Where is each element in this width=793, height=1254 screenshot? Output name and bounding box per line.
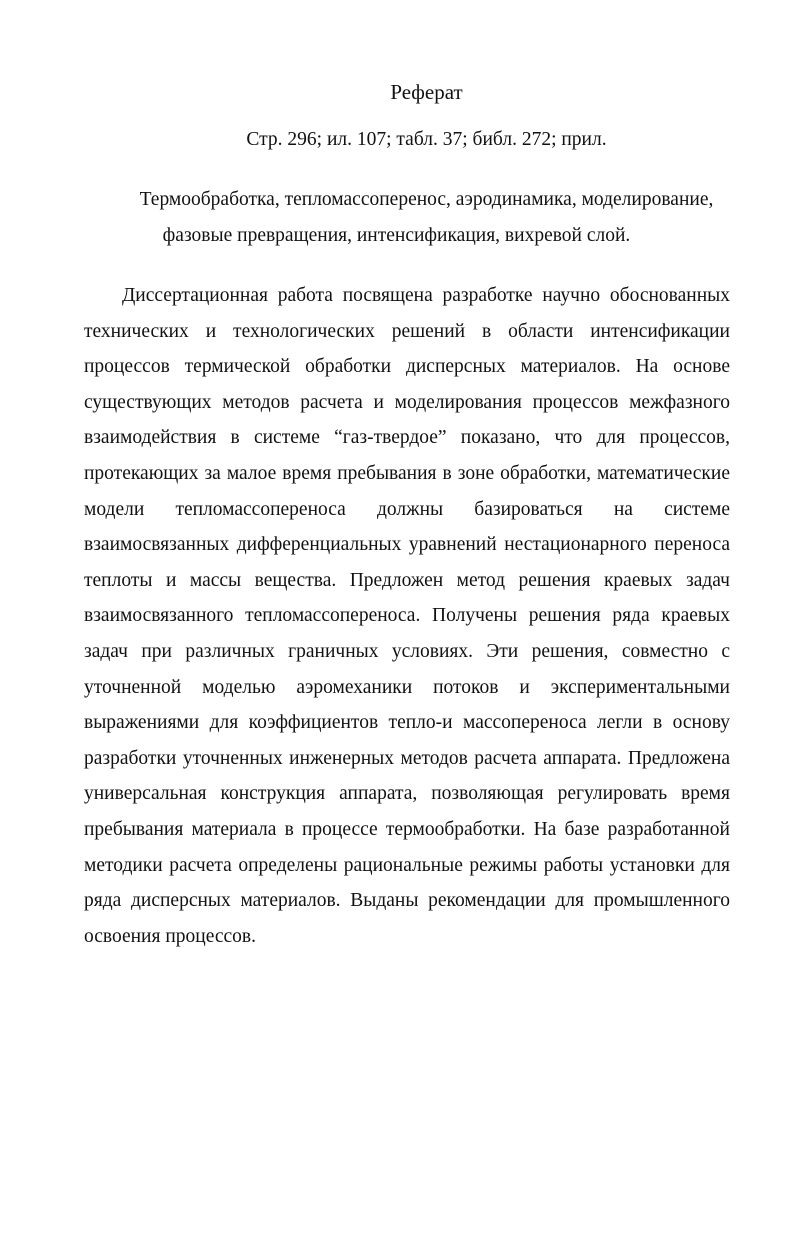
body-line: универсальная конструкция аппарата, позволяющая регулировать время: [84, 783, 730, 805]
body-line: задач при различных граничных условиях. Эти решения, совместно с: [84, 640, 730, 662]
body-line: существующих методов расчета и моделирования процессов межфазного: [84, 391, 730, 413]
body-line: разработки уточненных инженерных методов расчета аппарата. Предложена: [84, 747, 730, 769]
body-line: пребывания материала в процессе термообработки. На базе разработанной: [84, 818, 730, 840]
keywords-line-1: Термообработка, тепломассоперенос, аэродинамика, моделирование,: [139, 189, 714, 210]
body-line: теплоты и массы вещества. Предложен метод решения краевых задач: [84, 569, 730, 591]
document-title: Реферат: [390, 80, 463, 104]
body-line: протекающих за малое время пребывания в зоне обработки, математические: [84, 462, 730, 484]
body-line: взаимодействия в системе “газ-твердое” показано, что для процессов,: [84, 427, 730, 449]
body-line: уточненной моделью аэромеханики потоков и экспериментальными: [84, 676, 730, 698]
body-line: взаимосвязанного тепломассопереноса. Получены решения ряда краевых: [84, 605, 730, 627]
body-line: технических и технологических решений в области интенсификации: [84, 320, 730, 342]
body-line: процессов термической обработки дисперсных материалов. На основе: [84, 356, 730, 378]
body-line: взаимосвязанных дифференциальных уравнений нестационарного переноса: [84, 534, 730, 556]
body-line: ряда дисперсных материалов. Выданы рекомендации для промышленного: [84, 890, 730, 912]
body-line: выражениями для коэффициентов тепло-и массопереноса легли в основу: [84, 712, 730, 734]
keywords-line-2: фазовые превращения, интенсификация, вихревой слой.: [162, 225, 631, 246]
body-line: модели тепломассопереноса должны базироваться на системе: [84, 498, 730, 520]
body-line: освоения процессов.: [84, 925, 256, 947]
abstract-body: [84, 282, 730, 958]
document-stats: Стр. 296; ил. 107; табл. 37; библ. 272; прил.: [246, 129, 607, 150]
body-line: Диссертационная работа посвящена разработке научно обоснованных: [122, 285, 730, 306]
body-line: методики расчета определены рациональные режимы работы установки для: [84, 854, 730, 876]
